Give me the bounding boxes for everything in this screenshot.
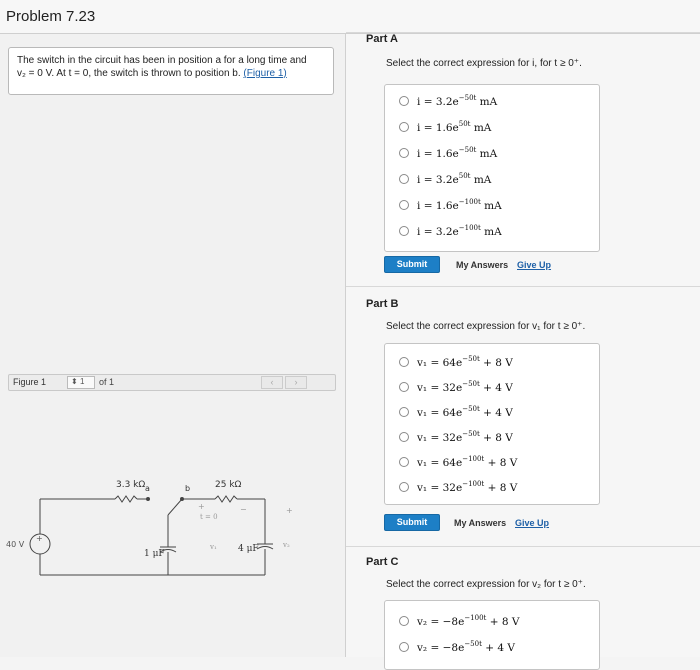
c2-label: 4 μF (238, 544, 259, 554)
radio-button[interactable] (399, 482, 409, 492)
part-b-option-6[interactable]: $v_1 = 32e^{-100t} + 8$ V (399, 479, 517, 495)
part-c-question: Select the correct expression for v₂ for t ≥ 0⁺. (386, 579, 586, 590)
v2-plus: + (286, 506, 293, 515)
chevron-left-icon: ‹ (270, 377, 274, 387)
radio-button[interactable] (399, 407, 409, 417)
part-a-my-answers-link[interactable]: My Answers (456, 260, 509, 270)
problem-text-line-1: The switch in the circuit has been in position a for a long time and (17, 55, 307, 66)
page-title: Problem 7.23 (6, 8, 96, 25)
part-b-my-answers-link[interactable]: My Answers (454, 518, 507, 528)
prev-figure-button[interactable] (261, 376, 283, 389)
v2-label: v₂ (283, 541, 290, 549)
top-bar (0, 0, 700, 34)
figure-of-count: of 1 (99, 377, 115, 387)
figure-link[interactable]: (Figure 1) (243, 68, 287, 79)
part-a-question: Select the correct expression for i, for t ≥ 0⁺. (386, 58, 582, 69)
part-a-option-1[interactable]: $i = 3.2e^{-50t}$ mA (399, 93, 497, 109)
r1-label: 3.3 kΩ (116, 480, 146, 490)
part-b-question: Select the correct expression for v₁ for t ≥ 0⁺. (386, 321, 586, 332)
part-b-option-2[interactable]: $v_1 = 32e^{-50t} + 4$ V (399, 379, 513, 395)
source-plus: + (36, 534, 43, 543)
c1-label: 1 μF (144, 549, 165, 559)
part-a-option-4[interactable]: $i = 3.2e^{50t}$ mA (399, 171, 491, 187)
circuit-diagram (6, 459, 320, 569)
radio-button[interactable] (399, 174, 409, 184)
v1-plus: + (198, 502, 205, 511)
part-b-submit-button[interactable]: Submit (384, 514, 440, 531)
answer-panel (346, 34, 700, 657)
radio-button[interactable] (399, 148, 409, 158)
part-a-option-6[interactable]: $i = 3.2e^{-100t}$ mA (399, 223, 502, 239)
part-b-option-1[interactable]: $v_1 = 64e^{-50t} + 8$ V (399, 354, 513, 370)
radio-button[interactable] (399, 382, 409, 392)
part-b-option-3[interactable]: $v_1 = 64e^{-50t} + 4$ V (399, 404, 513, 420)
part-a-title: Part A (366, 33, 398, 45)
figure-label: Figure 1 (13, 377, 47, 387)
v1-label: v₁ (210, 543, 217, 551)
part-c-title: Part C (366, 556, 399, 568)
r2-label: 25 kΩ (215, 480, 242, 490)
part-a-option-3[interactable]: $i = 1.6e^{-50t}$ mA (399, 145, 497, 161)
chevron-right-icon: › (294, 377, 298, 387)
part-c-option-2[interactable]: $v_2 = -8e^{-50t} + 4$ V (399, 639, 515, 655)
problem-panel (0, 34, 345, 657)
part-b-options (384, 343, 600, 505)
radio-button[interactable] (399, 122, 409, 132)
radio-button[interactable] (399, 457, 409, 467)
v1-minus: − (240, 505, 247, 514)
switch-time-label: t = 0 (200, 513, 218, 521)
radio-button[interactable] (399, 616, 409, 626)
part-b-option-4[interactable]: $v_1 = 32e^{-50t} + 8$ V (399, 429, 513, 445)
radio-button[interactable] (399, 96, 409, 106)
radio-button[interactable] (399, 200, 409, 210)
part-a-submit-button[interactable]: Submit (384, 256, 440, 273)
radio-button[interactable] (399, 226, 409, 236)
next-figure-button[interactable] (285, 376, 307, 389)
radio-button[interactable] (399, 432, 409, 442)
part-b-give-up-link[interactable]: Give Up (515, 518, 550, 528)
part-b-title: Part B (366, 298, 399, 310)
part-a-option-2[interactable]: $i = 1.6e^{50t}$ mA (399, 119, 491, 135)
part-c-option-1[interactable]: $v_2 = -8e^{-100t} + 8$ V (399, 613, 519, 629)
part-a-give-up-link[interactable]: Give Up (517, 260, 552, 270)
part-a-option-5[interactable]: $i = 1.6e^{-100t}$ mA (399, 197, 502, 213)
problem-statement (8, 47, 334, 95)
problem-text-line-2: v₂ = 0 V. At t = 0, the switch is thrown to position b. (17, 68, 241, 79)
part-a-options (384, 84, 600, 252)
part-c-options (384, 600, 600, 670)
radio-button[interactable] (399, 357, 409, 367)
radio-button[interactable] (399, 642, 409, 652)
node-a-label: a (145, 484, 150, 493)
source-label: 40 V (6, 540, 25, 549)
part-b-option-5[interactable]: $v_1 = 64e^{-100t} + 8$ V (399, 454, 517, 470)
figure-toolbar (8, 374, 336, 391)
node-b-label: b (185, 484, 191, 493)
figure-select[interactable]: ⬍ 1 (67, 376, 95, 389)
